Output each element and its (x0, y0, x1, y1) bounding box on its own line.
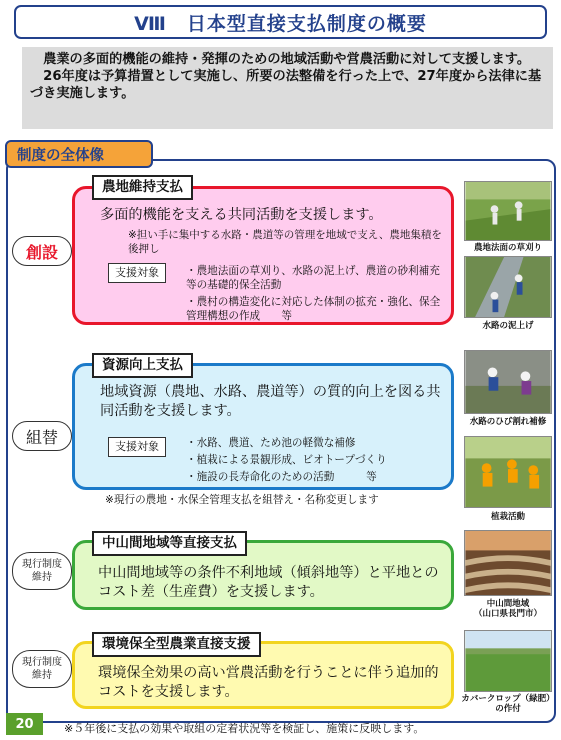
section-2-bullet: ・施設の長寿命化のための活動 等 (186, 471, 377, 483)
photo-planting (464, 436, 552, 508)
badge-keep-current: 現行制度 維持 (12, 650, 72, 688)
section-label-resource-improvement: 資源向上支払 (92, 353, 193, 378)
photo-slope-mowing (464, 181, 552, 241)
intro-line-2: 26年度は予算措置として実施し、所要の法整備を行った上で、27年度から法律に基づき実施します。 (30, 69, 542, 101)
photo-cover-crop (464, 630, 552, 692)
section-1-main: 多面的機能を支える共同活動を支援します。 (100, 207, 383, 223)
section-label-eco-farming: 環境保全型農業直接支援 (92, 632, 261, 657)
section-2-bullet: ・水路、農道、ため池の軽微な補修 (186, 437, 356, 449)
photo-ditch-mud-removal (464, 256, 552, 318)
photo-caption: 中山間地域 （山口県長門市） (473, 599, 542, 619)
section-2-bullet: ・植栽による景観形成、ビオトープづくり (186, 454, 387, 466)
badge-new: 創設 (12, 236, 72, 266)
section-1-bullet: ・農村の構造変化に対応した体制の拡充・強化、保全管理構想の作成 等 (186, 296, 441, 322)
photo-caption: 植栽活動 (490, 512, 525, 522)
section-2-bullets (186, 436, 448, 487)
section-1-bullets (186, 264, 448, 326)
section-label-hilly-mountain: 中山間地域等直接支払 (92, 531, 247, 556)
overview-label: 制度の全体像 (5, 140, 153, 168)
section-4-main: 環境保全効果の高い営農活動を行うことに伴う追加的コストを支援します。 (98, 665, 439, 700)
section-label-farmland-maintenance: 農地維持支払 (92, 175, 193, 200)
section-1-target-label: 支援対象 (108, 263, 166, 283)
photo-caption: 水路の泥上げ (482, 321, 534, 331)
section-1-bullet: ・農地法面の草刈り、水路の泥上げ、農道の砂利補充等の基礎的保全活動 (186, 265, 440, 291)
page-number: 20 (6, 713, 43, 735)
photo-ditch-crack-repair (464, 350, 552, 414)
badge-reorganize: 組替 (12, 421, 72, 451)
footer-note: ※５年後に支払の効果や取組の定着状況等を検証し、施策に反映します。 (64, 722, 425, 735)
photo-terraced-paddies (464, 530, 552, 596)
badge-keep-current: 現行制度 維持 (12, 552, 72, 590)
page-title: Ⅷ 日本型直接支払制度の概要 (14, 5, 547, 39)
photo-caption: 農地法面の草刈り (473, 243, 542, 253)
photo-caption: 水路のひび割れ補修 (469, 417, 547, 427)
section-2-target-label: 支援対象 (108, 437, 166, 457)
section-2-after-note: ※現行の農地・水保全管理支払を組替え・名称変更します (105, 494, 379, 506)
section-1-note: ※担い手に集中する水路・農道等の管理を地域で支え、農地集積を後押し (128, 229, 442, 255)
photo-caption: カバークロップ（緑肥） の作付 (461, 694, 555, 714)
section-3-main: 中山間地域等の条件不利地域（傾斜地等）と平地とのコスト差（生産費）を支援します。 (98, 565, 439, 600)
section-2-main: 地域資源（農地、水路、農道等）の質的向上を図る共同活動を支援します。 (100, 384, 441, 419)
intro-line-1: 農業の多面的機能の維持・発揮のための地域活動や営農活動に対して支援します。 (30, 52, 531, 67)
intro-box (22, 47, 553, 129)
